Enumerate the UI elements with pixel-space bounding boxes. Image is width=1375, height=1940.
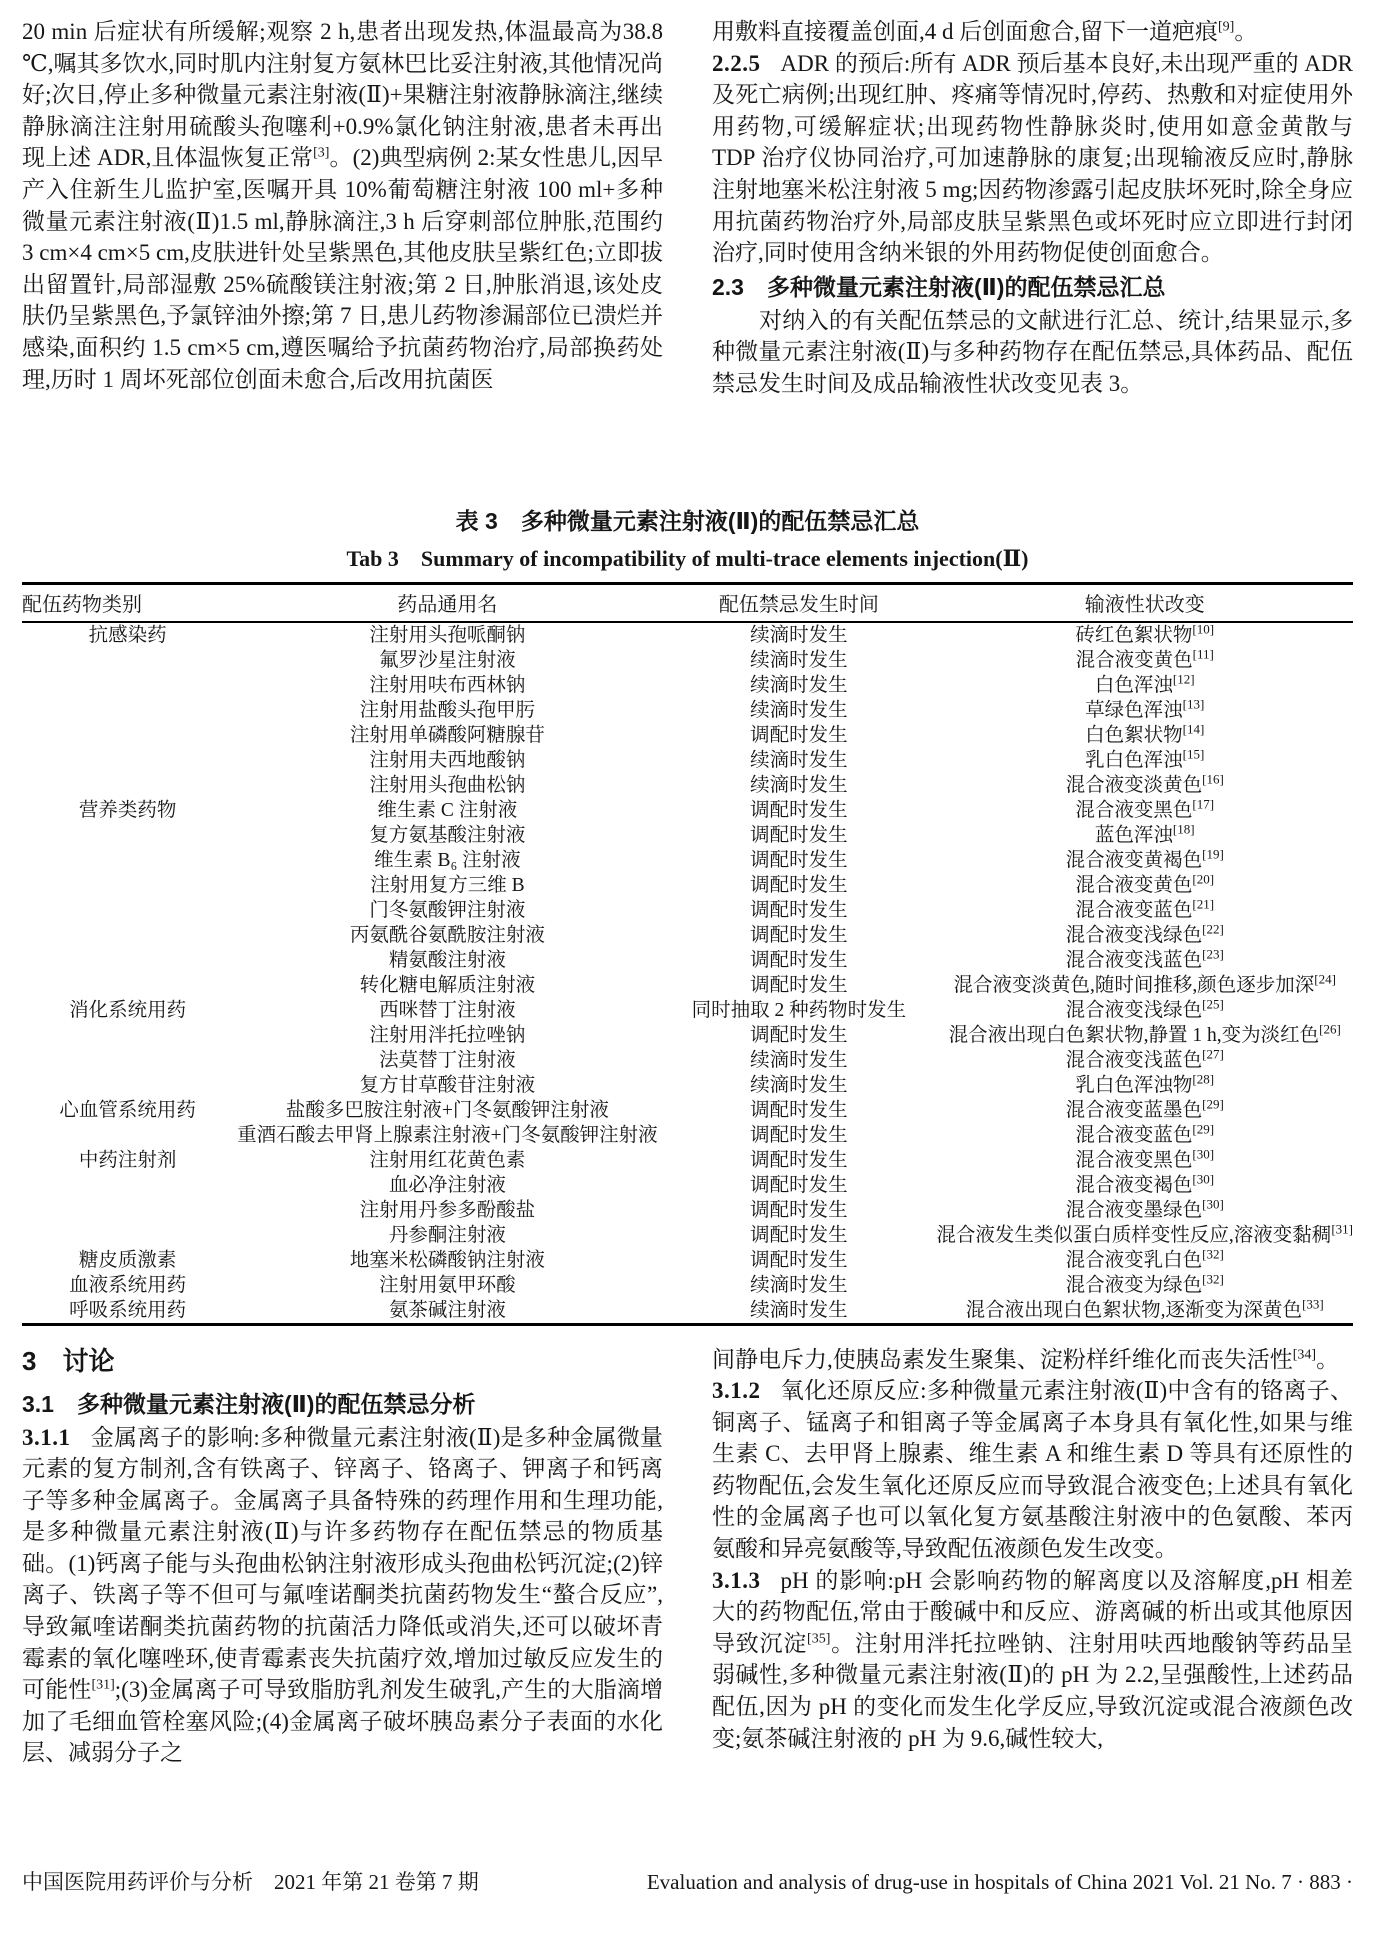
table-cell: 注射用盐酸头孢甲肟 (359, 699, 536, 721)
table-cell: 调配时发生 (750, 1224, 848, 1246)
table-cell: 注射用复方三维 B (370, 874, 525, 896)
table-cell: 丙氨酰谷氨酰胺注射液 (349, 924, 545, 946)
citation-ref: [28] (1192, 1071, 1215, 1086)
top-right-column (712, 16, 1353, 421)
col-header-occurrence-time: 配伍禁忌发生时间 (661, 584, 936, 622)
table-cell: 混合液出现白色絮状物,静置 1 h,变为淡红色[26] (948, 1021, 1341, 1046)
table-cell: 血液系统用药 (69, 1274, 187, 1296)
table-cell: 混合液变墨绿色[30] (1065, 1196, 1224, 1221)
table-cell: 注射用单磷酸阿糖腺苷 (349, 724, 545, 746)
table-cell: 续滴时发生 (750, 1299, 848, 1321)
table-cell (22, 1198, 233, 1223)
table-cell (22, 1023, 233, 1048)
table-cell: 注射用夫西地酸钠 (369, 749, 526, 771)
table-cell: 混合液变浅蓝色[27] (1065, 1046, 1224, 1071)
table-cell: 法莫替丁注射液 (379, 1049, 516, 1071)
table-cell: 复方甘草酸苷注射液 (359, 1074, 536, 1096)
paragraph: 3.1.2 氧化还原反应:多种微量元素注射液(Ⅱ)中含有的铬离子、铜离子、锰离子和钼离子等金属离子本身具有氧化性,如果与维生素 C、去甲肾上腺素、维生素 A 和维生素 D 等具有还原性的药物配伍,会发生氧化还原反应而导致混合液变色;上述具有氧化性的金属离子也可以氧化复方氨基酸注射液中的色氨酸、苯丙氨酸和异亮氨酸等,导致配伍液颜色发生改变。 (712, 1378, 1353, 1562)
table-cell: 混合液变为绿色[32] (1065, 1271, 1224, 1296)
table-cell: 砖红色絮状物[10] (1075, 621, 1215, 646)
table-cell: 呼吸系统用药 (69, 1299, 187, 1321)
table-cell: 混合液变黄色[11] (1075, 646, 1214, 671)
citation-ref: [11] (1192, 646, 1214, 661)
paragraph: 20 min 后症状有所缓解;观察 2 h,患者出现发热,体温最高为38.8 ℃,嘱其多饮水,同时肌内注射复方氨林巴比妥注射液,其他情况尚好;次日,停止多种微量元素注射液(Ⅱ)+果糖注射液静脉滴注,继续静脉滴注注射用硫酸头孢噻利+0.9%氯化钠注射液,患者未再出现上述 ADR,且体温恢复正常[3]。(2)典型病例 2:某女性患儿,因早产入住新生儿监护室,医嘱开具 10%葡萄糖注射液 100 ml+多种微量元素注射液(Ⅱ)1.5 ml,静脉滴注,3 h 后穿刺部位肿胀,范围约 3 cm×4 cm×5 cm,皮肤进针处呈紫黑色,其他皮肤呈紫红色;立即拔出留置针,局部湿敷 25%硫酸镁注射液;第 2 日,肿胀消退,该处皮肤仍呈紫黑色,予氯锌油外擦;第 7 日,患儿药物渗漏部位已溃烂并感染,面积约 1.5 cm×5 cm,遵医嘱给予抗菌药物治疗,局部换药处理,历时 1 周坏死部位创面未愈合,后改用抗菌医 (22, 19, 663, 392)
paragraph: 3.1.1 金属离子的影响:多种微量元素注射液(Ⅱ)是多种金属微量元素的复方制剂,含有铁离子、锌离子、铬离子、钾离子和钙离子等多种金属离子。金属离子具备特殊的药理作用和生理功能,是多种微量元素注射液(Ⅱ)与许多药物存在配伍禁忌的物质基础。(1)钙离子能与头孢曲松钠注射液形成头孢曲松钙沉淀;(2)锌离子、铁离子等不但可与氟喹诺酮类抗菌药物发生“螯合反应”,导致氟喹诺酮类抗菌药物的抗菌活力降低或消失,还可以破坏青霉素的氧化噻唑环,使青霉素丧失抗菌疗效,增加过敏反应发生的可能性[31];(3)金属离子可导致脂肪乳剂发生破乳,产生的大脂滴增加了毛细血管栓塞风险;(4)金属离子破坏胰岛素分子表面的水化层、减弱分子之 (22, 1424, 663, 1766)
incompatibility-table (22, 582, 1353, 1326)
section-number: 3.1.1 (22, 1424, 71, 1450)
table-row (22, 1048, 1353, 1073)
table-cell: 调配时发生 (750, 1174, 848, 1196)
table-cell: 白色絮状物[14] (1085, 721, 1205, 746)
table-cell: 中药注射剂 (78, 1149, 177, 1171)
table-cell (22, 1123, 233, 1148)
table-row (22, 798, 1353, 823)
table-cell (22, 723, 233, 748)
table-cell (22, 748, 233, 773)
table-cell: 维生素 B₆ 注射液 (374, 849, 521, 871)
citation-ref: [24] (1314, 971, 1336, 986)
table-cell: 混合液变黑色[30] (1075, 1146, 1215, 1171)
table-cell: 注射用头孢哌酮钠 (369, 624, 526, 646)
citation-ref: [33] (1302, 1296, 1324, 1311)
table-cell: 混合液变蓝色[29] (1075, 1121, 1215, 1146)
citation-ref: [26] (1319, 1021, 1341, 1036)
table-cell: 调配时发生 (750, 1249, 848, 1271)
table-row (22, 1173, 1353, 1198)
col-header-infusion-change: 输液性状改变 (936, 584, 1353, 622)
table-cell (22, 823, 233, 848)
table-cell: 续滴时发生 (750, 1074, 848, 1096)
table-cell: 混合液变浅绿色[25] (1065, 996, 1224, 1021)
section-number: 3.1.3 (712, 1567, 761, 1593)
table-row (22, 1223, 1353, 1248)
table-cell: 注射用丹参多酚酸盐 (359, 1199, 536, 1221)
table-cell: 糖皮质激素 (78, 1249, 177, 1271)
table-cell: 重酒石酸去甲肾上腺素注射液+门冬氨酸钾注射液 (237, 1124, 658, 1146)
table-header-row (22, 584, 1353, 622)
table-cell: 续滴时发生 (750, 649, 848, 671)
citation-ref: [14] (1182, 721, 1205, 736)
citation-ref: [30] (1192, 1146, 1215, 1161)
table-header (22, 584, 1353, 622)
table-cell: 丹参酮注射液 (388, 1224, 506, 1246)
table-cell: 血必净注射液 (388, 1174, 506, 1196)
table-row (22, 748, 1353, 773)
table-cell: 白色浑浊[12] (1094, 671, 1195, 696)
table-cell: 草绿色浑浊[13] (1085, 696, 1205, 721)
table-row (22, 1073, 1353, 1098)
table-cell (22, 773, 233, 798)
table-cell: 注射用红花黄色素 (369, 1149, 526, 1171)
table-row (22, 673, 1353, 698)
table-row (22, 698, 1353, 723)
citation-ref: [27] (1202, 1046, 1224, 1061)
table-row (22, 823, 1353, 848)
table-cell: 地塞米松磷酸钠注射液 (349, 1249, 545, 1271)
table-cell: 混合液变浅绿色[22] (1065, 921, 1224, 946)
footer-journal-cn: 中国医院用药评价与分析 2021 年第 21 卷第 7 期 (22, 1870, 479, 1894)
table-cell: 复方氨基酸注射液 (369, 824, 526, 846)
table-cell: 盐酸多巴胺注射液+门冬氨酸钾注射液 (285, 1099, 609, 1121)
citation-ref: [30] (1192, 1171, 1215, 1186)
table-cell: 续滴时发生 (750, 1049, 848, 1071)
citation-ref: [32] (1202, 1271, 1224, 1286)
table-cell: 混合液变淡黄色,随时间推移,颜色逐步加深[24] (953, 971, 1336, 996)
top-left-column (22, 16, 663, 421)
paragraph: 用敷料直接覆盖创面,4 d 后创面愈合,留下一道疤痕[9]。 (712, 19, 1258, 44)
table-cell: 调配时发生 (750, 799, 848, 821)
citation-ref: [31] (91, 1677, 115, 1693)
table-cell: 混合液变淡黄色[16] (1065, 771, 1224, 796)
citation-ref: [13] (1182, 696, 1205, 711)
discussion-right-column (712, 1344, 1353, 1770)
table-row (22, 648, 1353, 673)
section-heading: 3.1 多种微量元素注射液(Ⅱ)的配伍禁忌分析 (22, 1390, 476, 1417)
table-cell: 续滴时发生 (750, 674, 848, 696)
table-cell (22, 873, 233, 898)
citation-ref: [29] (1192, 1121, 1215, 1136)
paragraph: 对纳入的有关配伍禁忌的文献进行汇总、统计,结果显示,多种微量元素注射液(Ⅱ)与多种药物存在配伍禁忌,具体药品、配伍禁忌发生时间及成品输液性状改变见表 3。 (712, 307, 1353, 396)
table-row (22, 1098, 1353, 1123)
table-cell (22, 1073, 233, 1098)
table-row (22, 1248, 1353, 1273)
table-cell: 调配时发生 (750, 974, 848, 996)
section-heading: 2.3 多种微量元素注射液(Ⅱ)的配伍禁忌汇总 (712, 273, 1166, 300)
table-cell: 混合液变蓝色[21] (1075, 896, 1215, 921)
table-cell: 续滴时发生 (750, 624, 848, 646)
citation-ref: [30] (1202, 1196, 1224, 1211)
table-row (22, 773, 1353, 798)
section-number: 2.2.5 (712, 50, 761, 76)
citation-ref: [12] (1172, 671, 1195, 686)
table-row (22, 1273, 1353, 1298)
table-cell (22, 848, 233, 873)
table-cell: 注射用头孢曲松钠 (369, 774, 526, 796)
table-cell: 注射用氨甲环酸 (379, 1274, 516, 1296)
table-cell: 混合液变浅蓝色[23] (1065, 946, 1224, 971)
table-cell: 续滴时发生 (750, 1274, 848, 1296)
footer-journal-en: Evaluation and analysis of drug-use in hospitals of China 2021 Vol. 21 No. 7 · 883 · (646, 1870, 1353, 1894)
table-cell: 氨茶碱注射液 (388, 1299, 506, 1321)
table-row (22, 622, 1353, 648)
citation-ref: [17] (1192, 796, 1215, 811)
table-row (22, 1298, 1353, 1325)
discussion-left-column (22, 1344, 663, 1770)
table-body (22, 622, 1353, 1325)
table-row (22, 1023, 1353, 1048)
table-cell: 门冬氨酸钾注射液 (369, 899, 526, 921)
table-cell: 精氨酸注射液 (388, 949, 506, 971)
table-row (22, 1148, 1353, 1173)
discussion-left-paragraphs (22, 1388, 663, 1770)
table-cell: 混合液变黄色[20] (1075, 871, 1215, 896)
col-header-category: 配伍药物类别 (22, 584, 233, 622)
table-title-en: Tab 3 Summary of incompatibility of multi-trace elements injection(Ⅱ) (346, 546, 1029, 571)
paragraph: 3.1.3 pH 的影响:pH 会影响药物的解离度以及溶解度,pH 相差大的药物配伍,常由于酸碱中和反应、游离碱的析出或其他原因导致沉淀[35]。注射用泮托拉唑钠、注射用呋西地酸钠等药品呈弱碱性,多种微量元素注射液(Ⅱ)的 pH 为 2.2,呈强酸性,上述药品配伍,因为 pH 的变化而发生化学反应,导致沉淀或混合液颜色改变;氨茶碱注射液的 pH 为 9.6,碱性较大, (712, 1567, 1354, 1751)
table-cell: 乳白色浑浊[15] (1085, 746, 1205, 771)
citation-ref: [29] (1202, 1096, 1224, 1111)
table-cell (22, 1173, 233, 1198)
table-cell: 心血管系统用药 (59, 1099, 196, 1121)
discussion-section (22, 1344, 1353, 1770)
table-cell: 调配时发生 (750, 949, 848, 971)
table-cell: 西咪替丁注射液 (379, 999, 516, 1021)
discussion-heading: 3 讨论 (22, 1345, 115, 1376)
citation-ref: [34] (1292, 1346, 1317, 1362)
table-row (22, 898, 1353, 923)
table-cell: 混合液出现白色絮状物,逐渐变为深黄色[33] (965, 1296, 1324, 1321)
table-cell: 调配时发生 (750, 874, 848, 896)
table-cell: 调配时发生 (750, 1199, 848, 1221)
table-cell: 调配时发生 (750, 1024, 848, 1046)
citation-ref: [19] (1202, 846, 1224, 861)
table-row (22, 1198, 1353, 1223)
table-cell: 调配时发生 (750, 899, 848, 921)
table-cell: 调配时发生 (750, 1099, 848, 1121)
table-cell: 调配时发生 (750, 849, 848, 871)
citation-ref: [3] (313, 145, 330, 161)
table-row (22, 998, 1353, 1023)
table-cell: 混合液发生类似蛋白质样变性反应,溶液变黏稠[31] (936, 1221, 1353, 1246)
col-header-drug-name: 药品通用名 (233, 584, 661, 622)
table-cell: 混合液变褐色[30] (1075, 1171, 1215, 1196)
table-cell: 蓝色浑浊[18] (1094, 821, 1195, 846)
table-cell: 调配时发生 (750, 1124, 848, 1146)
table-title-cn: 表 3 多种微量元素注射液(Ⅱ)的配伍禁忌汇总 (455, 508, 920, 534)
table-cell: 营养类药物 (78, 799, 177, 821)
table-cell: 调配时发生 (750, 824, 848, 846)
citation-ref: [23] (1202, 946, 1224, 961)
table-cell: 混合液变蓝墨色[29] (1065, 1096, 1224, 1121)
table-cell: 续滴时发生 (750, 699, 848, 721)
citation-ref: [9] (1218, 19, 1235, 35)
table-row (22, 848, 1353, 873)
section-number: 3.1.2 (712, 1378, 761, 1404)
table-row (22, 723, 1353, 748)
table-cell (22, 1048, 233, 1073)
table-row (22, 873, 1353, 898)
table-cell: 调配时发生 (750, 924, 848, 946)
table-cell: 氟罗沙星注射液 (379, 649, 516, 671)
table-cell: 注射用泮托拉唑钠 (369, 1024, 526, 1046)
citation-ref: [25] (1202, 996, 1224, 1011)
citation-ref: [10] (1192, 621, 1215, 636)
table-cell: 续滴时发生 (750, 774, 848, 796)
page-footer (22, 1868, 1353, 1896)
citation-ref: [22] (1202, 921, 1224, 936)
table-cell (22, 1223, 233, 1248)
citation-ref: [31] (1331, 1221, 1353, 1236)
top-text-section (22, 16, 1353, 421)
table-cell: 续滴时发生 (750, 749, 848, 771)
table-cell (22, 948, 233, 973)
table-cell: 抗感染药 (88, 624, 167, 646)
paragraph: 2.2.5 ADR 的预后:所有 ADR 预后基本良好,未出现严重的 ADR 及死亡病例;出现红肿、疼痛等情况时,停药、热敷和对症使用外用药物,可缓解症状;出现药物性静脉炎时,使用如意金黄散与 TDP 治疗仪协同治疗,可加速静脉的康复;出现输液反应时,静脉注射地塞米松注射液 5 mg;因药物渗露引起皮肤坏死时,除全身应用抗菌药物治疗外,局部皮肤呈紫黑色或坏死时应立即进行封闭治疗,同时使用含纳米银的外用药物促使创面愈合。 (712, 50, 1353, 266)
table-cell: 混合液变乳白色[32] (1065, 1246, 1224, 1271)
table-cell: 转化糖电解质注射液 (359, 974, 536, 996)
page-content (22, 16, 1353, 1769)
table-cell: 消化系统用药 (69, 999, 187, 1021)
table-cell: 混合液变黄褐色[19] (1065, 846, 1224, 871)
table-cell (22, 673, 233, 698)
citation-ref: [21] (1192, 896, 1215, 911)
table-cell: 同时抽取 2 种药物时发生 (691, 999, 907, 1021)
citation-ref: [20] (1192, 871, 1215, 886)
table-row (22, 948, 1353, 973)
citation-ref: [32] (1202, 1246, 1224, 1261)
citation-ref: [35] (807, 1631, 831, 1647)
table-row (22, 923, 1353, 948)
table-cell (22, 973, 233, 998)
table-cell: 乳白色浑浊物[28] (1075, 1071, 1215, 1096)
table-cell: 调配时发生 (750, 724, 848, 746)
citation-ref: [16] (1202, 771, 1224, 786)
table-cell: 混合液变黑色[17] (1075, 796, 1215, 821)
table-cell: 调配时发生 (750, 1149, 848, 1171)
table-row (22, 1123, 1353, 1148)
citation-ref: [18] (1172, 821, 1195, 836)
table-cell (22, 698, 233, 723)
paragraph: 间静电斥力,使胰岛素发生聚集、淀粉样纤维化而丧失活性[34]。 (712, 1346, 1340, 1372)
citation-ref: [15] (1182, 746, 1205, 761)
table-row (22, 973, 1353, 998)
table-cell: 注射用呋布西林钠 (369, 674, 526, 696)
table-cell (22, 898, 233, 923)
table-cell (22, 648, 233, 673)
table-cell (22, 923, 233, 948)
table-cell: 维生素 C 注射液 (377, 799, 518, 821)
